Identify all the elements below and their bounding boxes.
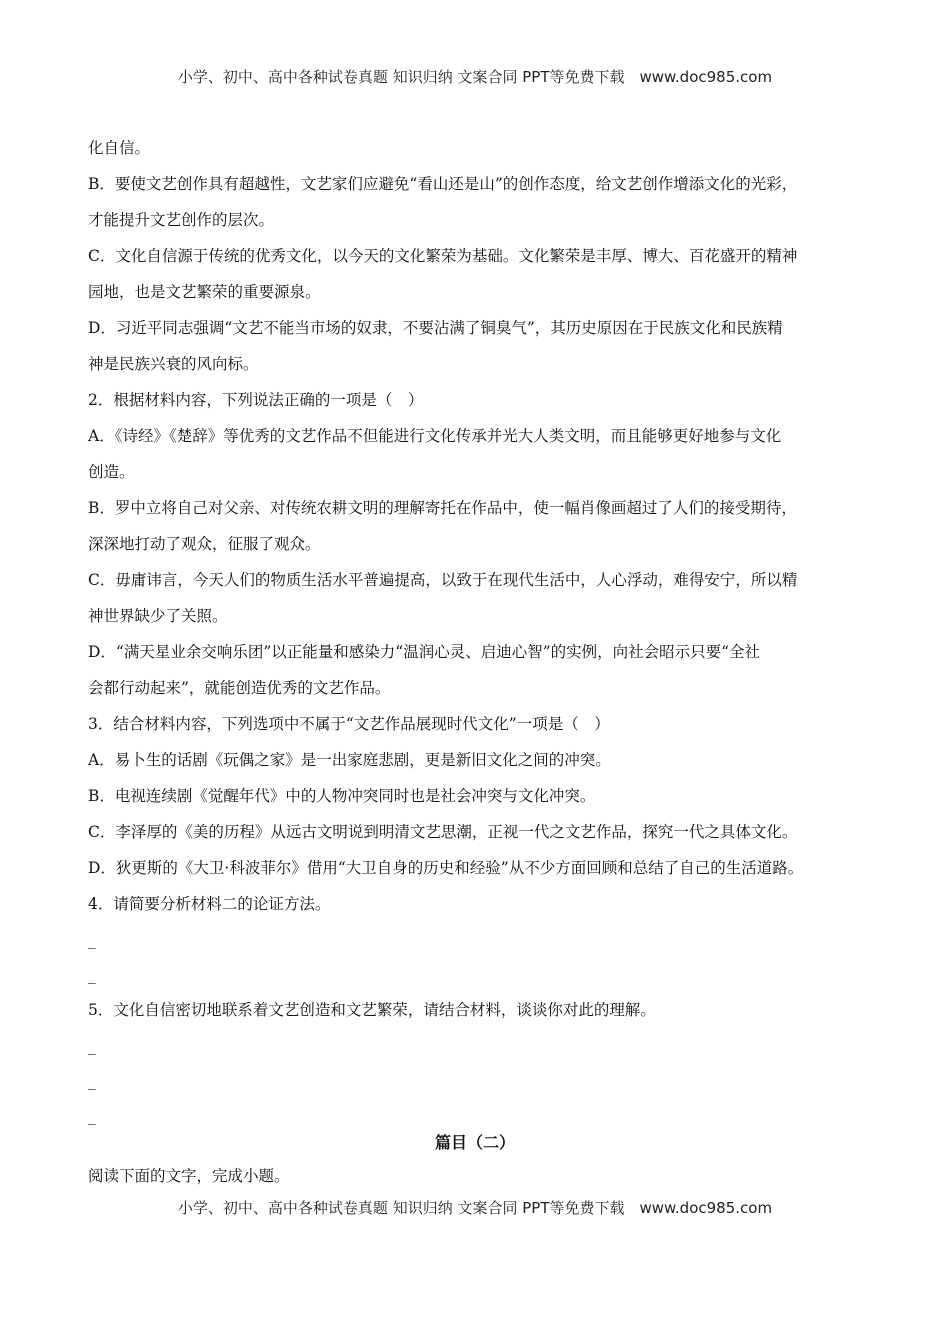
answer-blank: _ <box>88 1072 96 1090</box>
text-line: B．罗中立将自己对父亲、对传统农耕文明的理解寄托在作品中，使一幅肖像画超过了人们的接受期待， <box>88 499 797 517</box>
text-line: B．电视连续剧《觉醒年代》中的人物冲突同时也是社会冲突与文化冲突。 <box>88 787 596 805</box>
page-footer: 小学、初中、高中各种试卷真题 知识归纳 文案合同 PPT等免费下载 www.doc985.com <box>177 1199 773 1217</box>
answer-blank: _ <box>88 1107 96 1125</box>
text-line: D．“满天星业余交响乐团”以正能量和感染力“温润心灵、启迪心智”的实例，向社会昭示只要“全社 <box>88 643 761 661</box>
text-line: D．习近平同志强调“文艺不能当市场的奴隶，不要沾满了铜臭气”，其历史原因在于民族文化和民族精 <box>88 319 783 337</box>
text-line: 园地，也是文艺繁荣的重要源泉。 <box>88 283 321 301</box>
question-4: 4．请简要分析材料二的论证方法。 <box>88 895 331 913</box>
question-2: 2．根据材料内容，下列说法正确的一项是（ ） <box>88 391 424 409</box>
answer-blank: _ <box>88 966 96 984</box>
text-line: C．文化自信源于传统的优秀文化，以今天的文化繁荣为基础。文化繁荣是丰厚、博大、百花盛开的精神 <box>88 247 798 265</box>
text-line: 深深地打动了观众，征服了观众。 <box>88 535 321 553</box>
text-line: C．毋庸讳言，今天人们的物质生活水平普遍提高，以致于在现代生活中，人心浮动，难得安宁，所以精 <box>88 571 798 589</box>
text-line: C．李泽厚的《美的历程》从远古文明说到明清文艺思潮，正视一代之文艺作品，探究一代之具体文化。 <box>88 823 798 841</box>
question-5: 5．文化自信密切地联系着文艺创造和文艺繁荣，请结合材料，谈谈你对此的理解。 <box>88 1001 656 1019</box>
text-line: 化自信。 <box>88 139 151 157</box>
section-title: 篇目（二） <box>434 1133 515 1152</box>
text-line: A．易卜生的话剧《玩偶之家》是一出家庭悲剧，更是新旧文化之间的冲突。 <box>88 751 611 769</box>
instruction-text: 阅读下面的文字，完成小题。 <box>88 1167 290 1185</box>
text-line: D．狄更斯的《大卫·科波菲尔》借用“大卫自身的历史和经验”从不少方面回顾和总结了自己的生活道路。 <box>88 859 804 877</box>
answer-blank: _ <box>88 1037 96 1055</box>
text-line: 创造。 <box>88 463 135 481</box>
question-3: 3．结合材料内容，下列选项中不属于“文艺作品展现时代文化”一项是（ ） <box>88 715 610 733</box>
text-line: 神世界缺少了关照。 <box>88 607 228 625</box>
answer-blank: _ <box>88 931 96 949</box>
document-body <box>88 138 878 1141</box>
text-line: B．要使文艺创作具有超越性，文艺家们应避免“看山还是山”的创作态度，给文艺创作增添文化的光彩， <box>88 175 798 193</box>
text-line: 神是民族兴衰的风向标。 <box>88 355 259 373</box>
text-line: 才能提升文艺创作的层次。 <box>88 211 275 229</box>
text-line: 会都行动起来”，就能创造优秀的文艺作品。 <box>88 679 391 697</box>
text-line: A．《诗经》《楚辞》等优秀的文艺作品不但能进行文化传承并光大人类文明，而且能够更好地参与文化 <box>88 427 782 445</box>
page-header: 小学、初中、高中各种试卷真题 知识归纳 文案合同 PPT等免费下载 www.doc985.com <box>177 68 773 86</box>
